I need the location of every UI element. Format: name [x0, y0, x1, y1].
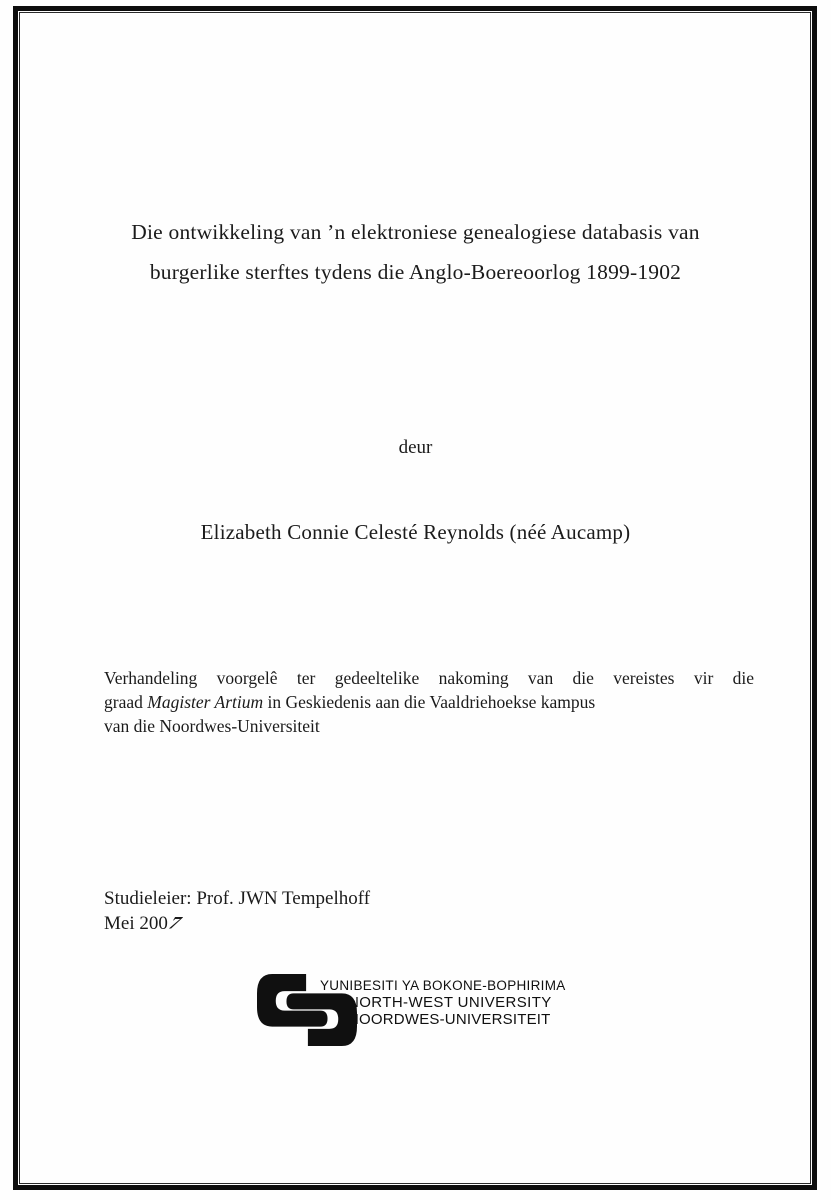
logo-text-afrikaans: NOORDWES-UNIVERSITEIT: [348, 1011, 551, 1028]
byline-label: deur: [398, 437, 433, 458]
submission-line1: Verhandeling voorgelê ter gedeeltelike nakoming van die vereistes vir die: [104, 668, 754, 688]
thesis-title-line2: burgerlike sterftes tydens die Anglo-Boereoorlog 1899-1902: [149, 260, 682, 284]
submission-line3: van die Noordwes-Universiteit: [104, 716, 320, 736]
logo-text-setswana: YUNIBESITI YA BOKONE-BOPHIRIMA: [320, 978, 566, 993]
thesis-title: [50, 212, 781, 292]
submission-line2: [104, 690, 754, 714]
university-logo: [257, 972, 587, 1052]
date-prefix: Mei 200: [104, 913, 168, 934]
degree-name: Magister Artium: [147, 692, 264, 712]
submission-statement: [104, 666, 754, 738]
thesis-title-line1: Die ontwikkeling van ’n elektroniese genealogiese databasis van: [131, 220, 700, 244]
submission-line2-pre: graad: [104, 692, 143, 712]
supervisor-line: Studieleier: Prof. JWN Tempelhoff: [104, 888, 371, 909]
date-line: [104, 911, 370, 936]
logo-text-english: NORTH-WEST UNIVERSITY: [348, 994, 552, 1011]
supervisor-block: [104, 886, 370, 936]
date-last-digit: 7: [163, 913, 186, 934]
author-name: Elizabeth Connie Celesté Reynolds (néé Aucamp): [200, 520, 631, 544]
submission-line2-post: in Geskiedenis aan die Vaaldriehoekse kampus: [267, 692, 596, 712]
